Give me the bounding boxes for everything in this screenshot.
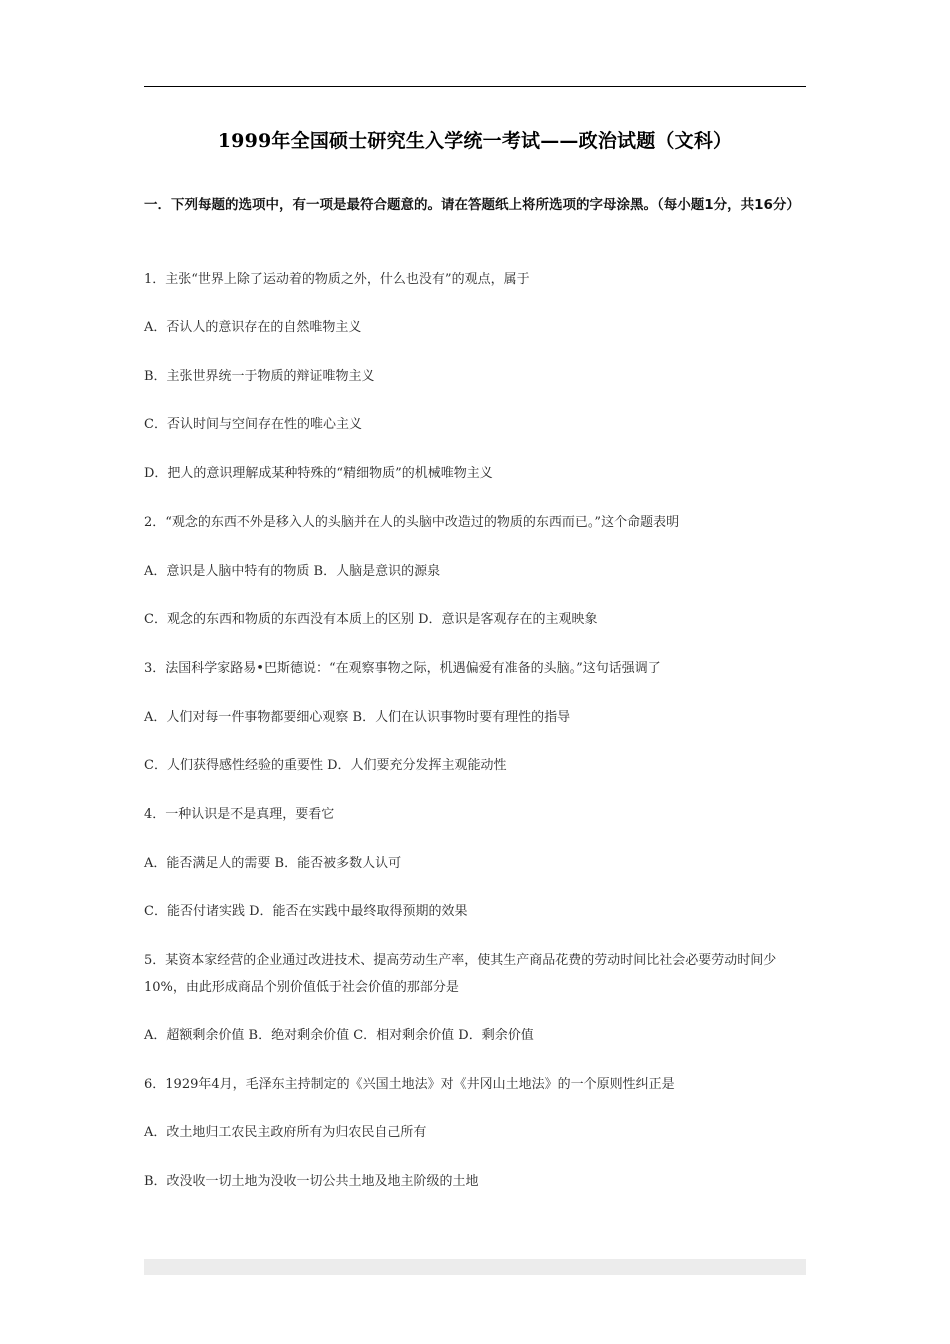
question-3: 3．法国科学家路易•巴斯德说：“在观察事物之际，机遇偏爱有准备的头脑。”这句话强调了 — [144, 661, 661, 676]
section-heading: 一．下列每题的选项中，有一项是最符合题意的。请在答题纸上将所选项的字母涂黑。（每小题1分，共16分） — [144, 197, 800, 213]
question-1-option-c: C．否认时间与空间存在性的唯心主义 — [144, 417, 362, 432]
top-rule — [144, 86, 806, 87]
question-2-options-ab: A．意识是人脑中特有的物质 B．人脑是意识的源泉 — [144, 564, 441, 579]
question-6: 6．1929年4月，毛泽东主持制定的《兴国土地法》对《井冈山土地法》的一个原则性纠正是 — [144, 1077, 675, 1092]
question-6-option-a: A．改土地归工农民主政府所有为归农民自己所有 — [144, 1125, 427, 1140]
question-4-options-cd: C．能否付诸实践 D．能否在实践中最终取得预期的效果 — [144, 904, 468, 919]
question-1-option-b: B．主张世界统一于物质的辩证唯物主义 — [144, 369, 375, 384]
question-2: 2．“观念的东西不外是移入人的头脑并在人的头脑中改造过的物质的东西而已。”这个命题表明 — [144, 515, 680, 530]
question-5: 5．某资本家经营的企业通过改进技术、提高劳动生产率，使其生产商品花费的劳动时间比社会必要劳动时间少10%，由此形成商品个别价值低于社会价值的那部分是 — [144, 953, 777, 995]
question-1-option-d: D．把人的意识理解成某种特殊的“精细物质”的机械唯物主义 — [144, 466, 493, 481]
question-4: 4．一种认识是不是真理，要看它 — [144, 807, 335, 822]
question-1-option-a: A．否认人的意识存在的自然唯物主义 — [144, 320, 362, 335]
question-3-options-cd: C．人们获得感性经验的重要性 D．人们要充分发挥主观能动性 — [144, 758, 507, 773]
question-3-options-ab: A．人们对每一件事物都要细心观察 B．人们在认识事物时要有理性的指导 — [144, 710, 571, 725]
question-2-options-cd: C．观念的东西和物质的东西没有本质上的区别 D．意识是客观存在的主观映象 — [144, 612, 598, 627]
page-title: 1999年全国硕士研究生入学统一考试——政治试题（文科） — [217, 130, 733, 152]
question-4-options-ab: A．能否满足人的需要 B．能否被多数人认可 — [144, 856, 402, 871]
footer-bar — [144, 1259, 806, 1275]
question-5-options: A．超额剩余价值 B．绝对剩余价值 C．相对剩余价值 D．剩余价值 — [144, 1028, 534, 1043]
question-6-option-b: B．改没收一切土地为没收一切公共土地及地主阶级的土地 — [144, 1174, 479, 1189]
question-1: 1．主张“世界上除了运动着的物质之外，什么也没有”的观点，属于 — [144, 272, 530, 287]
